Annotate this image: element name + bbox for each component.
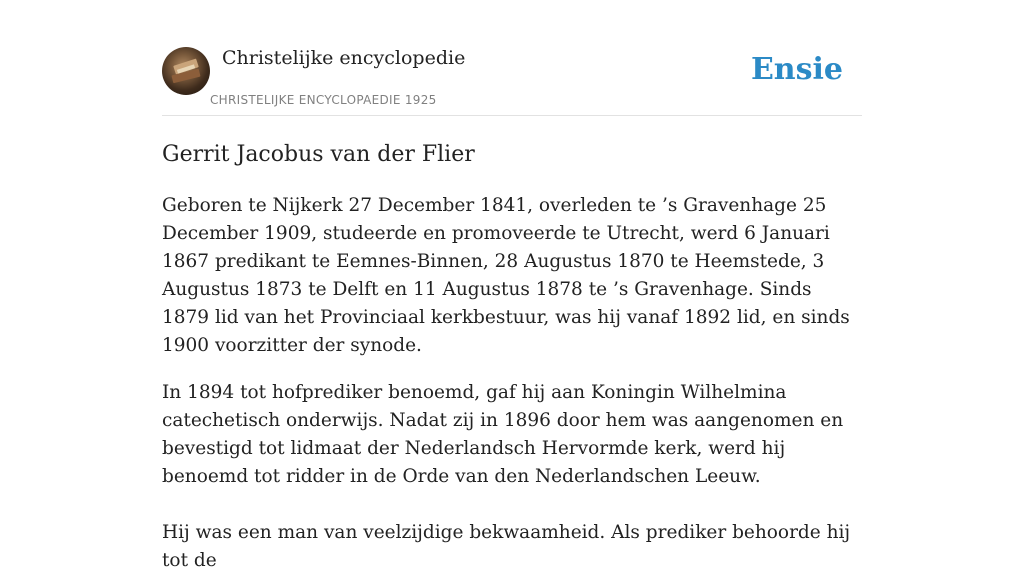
- brand-logo-link[interactable]: Ensie: [750, 52, 843, 87]
- article-title: Gerrit Jacobus van der Flier: [162, 142, 475, 167]
- site-title-link[interactable]: Christelijke encyclopedie: [222, 47, 466, 69]
- encyclopedia-avatar[interactable]: [162, 47, 210, 95]
- article-paragraph: Hij was een man van veelzijdige bekwaamheid. Als prediker behoorde hij tot de: [162, 522, 851, 571]
- site-header: [162, 46, 862, 116]
- article-paragraph: Geboren te Nijkerk 27 December 1841, overleden te ’s Gravenhage 25 December 1909, studeerde en promoveerde te Utrecht, werd 6 Januari 1867 predikant te Eemnes-Binnen, 28 Augustus 1870 te Heemstede, 3 Augustus 1873 te Delft en 11 Augustus 1878 te ’s Gravenhage. Sinds 1879 lid van het Provinciaal kerkbestuur, was hij vanaf 1892 lid, en sinds 1900 voorzitter der synode.: [162, 195, 850, 356]
- article-paragraph: In 1894 tot hofprediker benoemd, gaf hij aan Koningin Wilhelmina catechetisch onderwijs. Nadat zij in 1896 door hem was aangenomen en bevestigd tot lidmaat der Nederlandsch Hervormde kerk, werd hij benoemd tot ridder in de Orde van den Nederlandschen Leeuw.: [162, 382, 844, 487]
- site-subtitle: CHRISTELIJKE ENCYCLOPAEDIE 1925: [210, 93, 437, 107]
- page: [162, 0, 862, 575]
